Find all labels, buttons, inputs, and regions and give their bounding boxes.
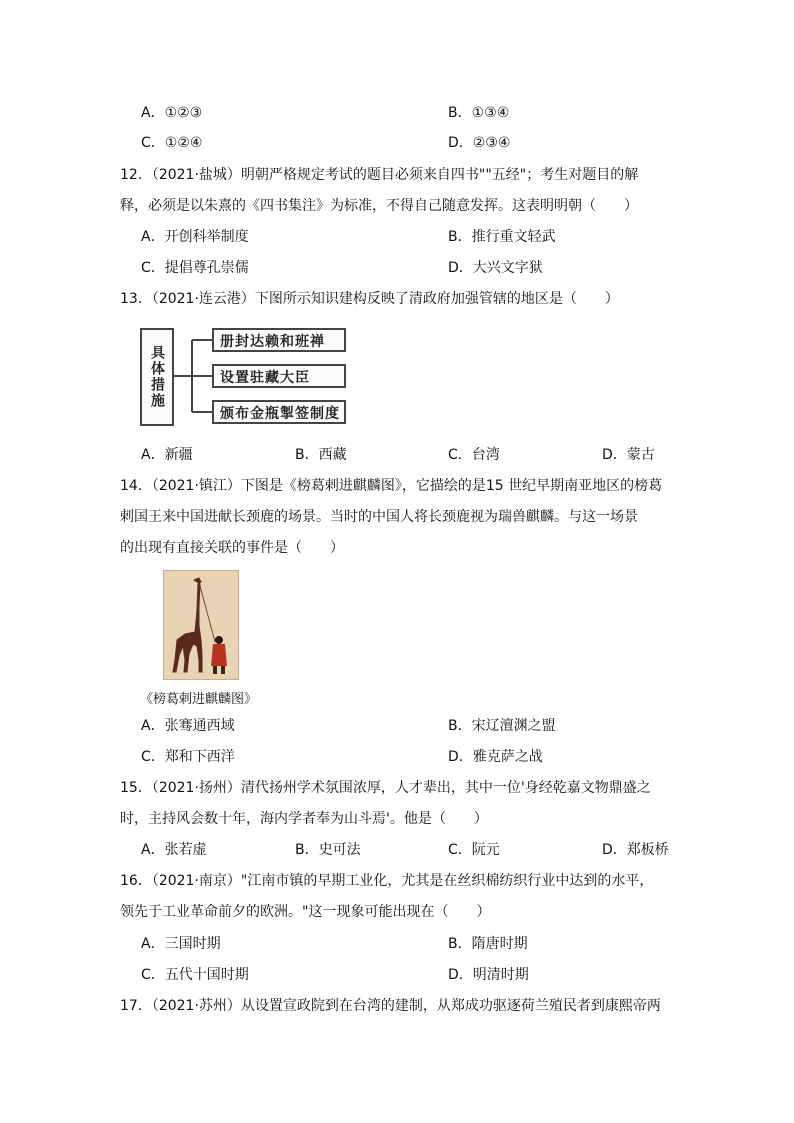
q15-option-a: A．张若虚	[141, 842, 207, 858]
q14-stem-line3: 的出现有直接关联的事件是（ ）	[120, 540, 344, 556]
painting-caption: 《榜葛剌进麒麟图》	[140, 692, 258, 707]
q16-stem-line1: 16．（2021·南京）"江南市镇的早期工业化，尤其是在丝织棉纺织行业中达到的水平，	[120, 873, 654, 889]
diagram-item-1: 册封达赖和班禅	[212, 328, 346, 352]
q15-option-b: B．史可法	[295, 842, 361, 858]
q13-option-c: C．台湾	[448, 447, 500, 463]
diagram-item-3: 颁布金瓶掣签制度	[212, 400, 346, 424]
q11-option-b: B．①③④	[448, 105, 510, 121]
q12-option-a: A．开创科举制度	[141, 229, 249, 245]
q12-stem-line1: 12．（2021·盐城）明朝严格规定考试的题目必须来自四书""五经"；考生对题目的解	[120, 167, 639, 183]
q13-stem-line1: 13．（2021·连云港）下图所示知识建构反映了清政府加强管辖的地区是（ ）	[120, 291, 619, 307]
q14-stem-line1: 14．（2021·镇江）下图是《榜葛剌进麒麟图》，它描绘的是15 世纪早期南亚地区的榜葛	[120, 478, 663, 494]
diagram-left-label: 具体措施	[140, 328, 174, 426]
q11-option-d: D．②③④	[448, 135, 511, 151]
q16-stem-line2: 领先于工业革命前夕的欧洲。"这一现象可能出现在（ ）	[120, 904, 491, 920]
q15-stem-line1: 15．（2021·扬州）清代扬州学术氛围浓厚，人才辈出，其中一位'身经乾嘉文物鼎盛之	[120, 780, 651, 796]
q14-option-d: D．雅克萨之战	[448, 749, 543, 765]
q11-option-a: A．①②③	[141, 105, 203, 121]
q15-option-c: C．阮元	[448, 842, 500, 858]
q12-option-d: D．大兴文字狱	[448, 260, 543, 276]
q14-option-b: B．宋辽澶渊之盟	[448, 718, 556, 734]
q16-option-c: C．五代十国时期	[141, 967, 249, 983]
q11-option-c: C．①②④	[141, 135, 203, 151]
q12-stem-line2: 释，必须是以朱熹的《四书集注》为标准，不得自己随意发挥。这表明明朝（ ）	[120, 198, 638, 214]
q13-knowledge-diagram	[136, 322, 352, 432]
q12-option-b: B．推行重文轻武	[448, 229, 556, 245]
q15-stem-line2: 时，主持风会数十年，海内学者奉为山斗焉'。他是（ ）	[120, 811, 488, 827]
q14-option-c: C．郑和下西洋	[141, 749, 235, 765]
q17-stem-line1: 17．（2021·苏州）从设置宣政院到在台湾的建制，从郑成功驱逐荷兰殖民者到康熙帝两	[120, 998, 661, 1014]
q15-option-d: D．郑板桥	[602, 842, 669, 858]
diagram-item-2: 设置驻藏大臣	[212, 364, 346, 388]
q12-option-c: C．提倡尊孔崇儒	[141, 260, 249, 276]
q14-stem-line2: 剌国王来中国进献长颈鹿的场景。当时的中国人将长颈鹿视为瑞兽麒麟。与这一场景	[120, 509, 638, 525]
giraffe-painting-image	[163, 570, 239, 680]
q13-option-a: A．新疆	[141, 447, 193, 463]
q16-option-b: B．隋唐时期	[448, 936, 528, 952]
q16-option-a: A．三国时期	[141, 936, 221, 952]
q13-option-d: D．蒙古	[602, 447, 655, 463]
q14-option-a: A．张骞通西域	[141, 718, 235, 734]
q13-option-b: B．西藏	[295, 447, 347, 463]
q16-option-d: D．明清时期	[448, 967, 529, 983]
